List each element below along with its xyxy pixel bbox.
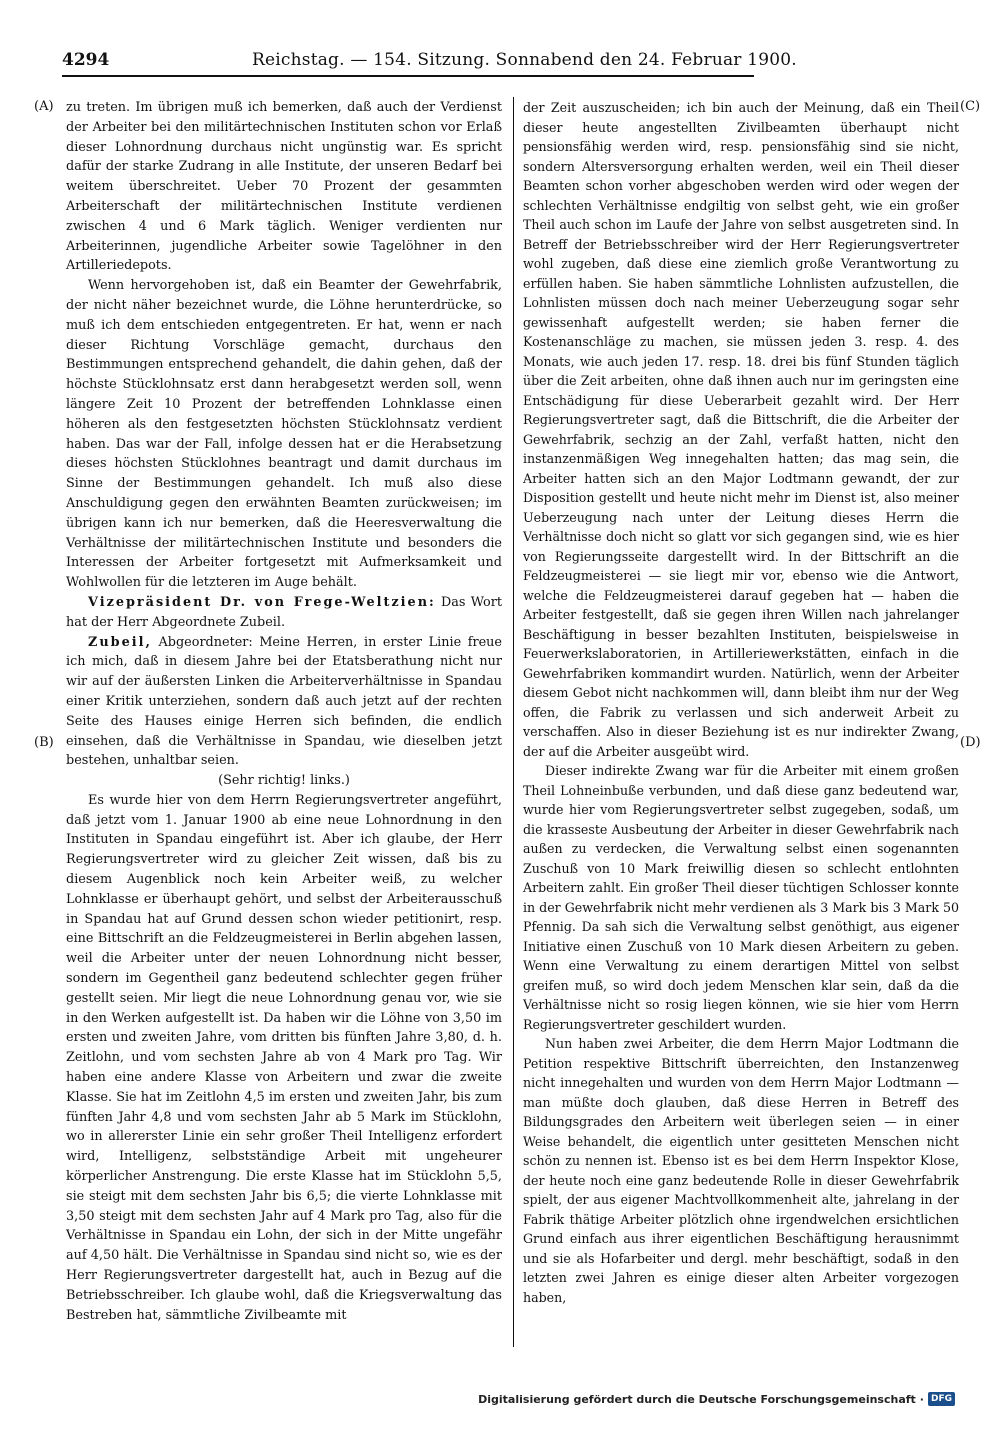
interjection: (Sehr richtig! links.) xyxy=(218,773,350,789)
left-column xyxy=(66,98,502,1325)
header-rule xyxy=(62,75,754,77)
footer-credit xyxy=(478,1392,955,1406)
margin-mark-d: (D) xyxy=(960,735,981,750)
speaker-name: Zubeil, xyxy=(88,634,152,650)
margin-mark-a: (A) xyxy=(34,99,54,114)
paragraph xyxy=(66,633,502,772)
footer-text: Digitalisierung gefördert durch die Deutsche Forschungsgemeinschaft xyxy=(478,1392,916,1406)
margin-mark-b: (B) xyxy=(34,735,54,750)
speaker-name: Vizepräsident Dr. von Frege-Weltzien: xyxy=(88,594,436,610)
paragraph: zu treten. Im übrigen muß ich bemerken, daß auch der Verdienst der Arbeiter bei den militärtechnischen Instituten schon vor Erlaß dieser Lohnordnung durchaus nicht ungünstig war. Es spricht dafür der starke Zudrang in alle Institute, der unseren Bedarf bei weitem überschreitet. Ueber 70 Prozent der gesammten Arbeiterschaft der militärtechnischen Institute verdienen zwischen 4 und 6 Mark täglich. Weniger verdienten nur Arbeiterinnen, jugendliche Arbeiter sowie Tagelöhner in den Artilleriedepots. xyxy=(66,100,502,274)
page-number: 4294 xyxy=(62,50,110,70)
running-head: Reichstag. — 154. Sitzung. Sonnabend den 24. Februar 1900. xyxy=(252,50,797,70)
paragraph: der Zeit auszuscheiden; ich bin auch der Meinung, daß ein Theil dieser heute angestellten Zivilbeamten überhaupt nicht pensionsfähig werden wird, resp. pensionsfähig sind sie nicht, sondern Altersversorgung erhalten werden, weil ein Theil dieser Beamten schon vorher abgeschoben werden wird oder wegen der schlechten Verhältnisse endgiltig von selbst geht, wie ein großer Theil auch schon im Laufe der Jahre von selbst ausgetreten sind. In Betreff der Betriebsschreiber wird der Herr Regierungsvertreter wohl zugeben, daß diese eine ziemlich große Verantwortung zu erfüllen haben. Sie haben sämmtliche Lohnlisten aufzustellen, die Lohnlisten müssen doch nach meiner Ueberzeugung sogar sehr gewissenhaft aufgestellt werden; sie haben ferner die Kostenanschläge zu machen, sie müssen jeden 3. resp. 4. des Monats, wie auch jeden 17. resp. 18. drei bis fünf Stunden täglich über die Zeit arbeiten, ohne daß ihnen auch nur im geringsten eine Entschädigung für diese Ueberarbeit gezahlt wird. Der Herr Regierungsvertreter sagt, daß die Bittschrift, die die Arbeiter der Gewehrfabrik, sechzig an der Zahl, verfaßt hatten, nicht den instanzenmäßigen Weg innegehalten hatten; das mag sein, die Arbeiter hatten sich an den Major Lodtmann gewandt, der zur Disposition gestellt und heute nicht mehr im Dienst ist, also meiner Ueberzeugung nach unter der Leitung dieses Herrn die Verhältnisse doch nicht so glatt vor sich gegangen sind, wie es hier von Regierungsseite dargestellt wird. In der Bittschrift an die Feldzeugmeisterei — sie liegt mir vor, ebenso wie die Antwort, welche die Feldzeugmeisterei darauf gegeben hat — haben die Arbeiter festgestellt, daß sie gegen ihren Willen nach jahrelanger Beschäftigung in besser bezahlten Instituten, beispielsweise in Feuerwerkslaboratorien, in Artilleriewerkstätten, einfach in die Gewehrfabriken kommandirt wurden. Natürlich, wenn der Arbeiter diesem Gebot nicht nachkommen will, dann bleibt ihm nur der Weg offen, die Fabrik zu verlassen und sich anderweit Arbeit zu verschaffen. Also in dieser Beziehung ist es nur indirekter Zwang, der auf die Arbeiter ausgeübt wird. xyxy=(523,100,959,759)
right-column xyxy=(523,98,959,1307)
paragraph xyxy=(66,593,502,633)
margin-mark-c: (C) xyxy=(960,99,981,114)
paragraph: Dieser indirekte Zwang war für die Arbeiter mit einem großen Theil Lohneinbuße verbunden, und daß diese ganz bedeutend war, wurde hier vom Regierungsvertreter selbst zugegeben, sodaß, um die krasseste Ausbeutung der Arbeiter in dieser Gewehrfabrik nach außen zu verdecken, die Verwaltung selbst einen sogenannten Zuschuß von 10 Mark freiwillig diesen so schlecht entlohnten Arbeitern zahlt. Ein großer Theil dieser tüchtigen Schlosser konnte in der Gewehrfabrik nicht mehr verdienen als 3 Mark bis 3 Mark 50 Pfennig. Da sah sich die Verwaltung selbst genöthigt, aus eigener Initiative einen Zuschuß von 10 Mark diesen Arbeitern zu geben. Wenn eine Verwaltung zu einem derartigen Mittel von selbst greifen muß, so wird doch jedem Menschen klar sein, daß da die Verhältnisse nicht so rosig liegen können, wie sie hier vom Herrn Regierungsvertreter geschildert wurden. xyxy=(523,763,959,1032)
column-divider xyxy=(513,97,514,1347)
dfg-logo-icon: DFG xyxy=(928,1392,955,1406)
footer-separator: · xyxy=(919,1392,924,1406)
page-header xyxy=(62,50,797,76)
paragraph: Nun haben zwei Arbeiter, die dem Herrn Major Lodtmann die Petition respektive Bittschrift überreichten, den Instanzenweg nicht innegehalten und wurden von dem Herrn Major Lodtmann — man müßte doch glauben, daß diese Herren in Betreff des Bildungsgrades den Arbeitern weit überlegen seien — in einer Weise behandelt, die eigentlich unter gesitteten Menschen nicht schön zu nennen ist. Ebenso ist es bei dem Herrn Inspektor Klose, der heute noch eine ganz bedeutende Rolle in dieser Gewehrfabrik spielt, der aus eigener Machtvollkommenheit alte, jahrelang in der Fabrik thätige Arbeiter plötzlich ohne irgendwelchen ersichtlichen Grund einfach aus ihrer eigentlichen Beschäftigung herausnimmt und sie als Hofarbeiter und dergl. mehr beschäftigt, sodaß in den letzten zwei Jahren es einige dieser alten Arbeiter vorgezogen haben, xyxy=(523,1036,959,1305)
speech-text: Abgeordneter: Meine Herren, in erster Linie freue ich mich, daß in diesem Jahre bei der Etatsberathung nicht nur wir auf der äußersten Linken die Arbeiterverhältnisse in Spandau einer Kritik unterziehen, sondern daß auch jetzt auf der rechten Seite des Hauses einige Herren sich befinden, die endlich einsehen, daß die Verhältnisse in Spandau, wie dieselben jetzt bestehen, unhaltbar seien. xyxy=(66,634,502,769)
speech-text: Das Wort hat der Herr Abgeordnete Zubeil. xyxy=(66,594,502,630)
paragraph: Es wurde hier von dem Herrn Regierungsvertreter angeführt, daß jetzt vom 1. Januar 1900 ab eine neue Lohnordnung in den Instituten in Spandau eingeführt ist. Aber ich glaube, der Herr Regierungsvertreter wird zu gleicher Zeit wissen, daß bis zu diesem Augenblick noch kein Arbeiter weiß, zu welcher Lohnklasse er überhaupt gehört, und selbst der Arbeiterausschuß in Spandau hat auf Grund dessen schon wieder petitionirt, resp. eine Bittschrift an die Feldzeugmeisterei in Berlin abgehen lassen, weil die Arbeiter unter der neuen Lohnordnung nicht besser, sondern im Gegentheil ganz bedeutend schlechter gegen früher gestellt seien. Mir liegt die neue Lohnordnung genau vor, wie sie in den Werken aufgestellt ist. Da haben wir die Löhne von 3,50 im ersten und zweiten Jahre, vom dritten bis fünften Jahre 3,80, d. h. Zeitlohn, und vom sechsten Jahre ab von 4 Mark pro Tag. Wir haben eine andere Klasse von Arbeitern und zwar die zweite Klasse. Sie hat im Zeitlohn 4,5 im ersten und zweiten Jahr, bis zum fünften Jahr 4,8 und vom sechsten Jahr ab 5 Mark im Stücklohn, wo in allererster Linie ein sehr großer Theil Intelligenz erfordert wird, Intelligenz, selbstständige Arbeit mit ungeheurer körperlicher Anstrengung. Die erste Klasse hat im Stücklohn 5,5, sie steigt mit dem sechsten Jahr bis 6,5; die vierte Lohnklasse mit 3,50 steigt mit dem sechsten Jahr auf 4 Mark pro Tag, also für die Verhältnisse in Spandau ein Lohn, der sich in der Mitte ungefähr auf 4,50 hält. Die Verhältnisse in Spandau sind nicht so, wie es der Herr Regierungsvertreter dargestellt hat, auch in Bezug auf die Betriebsschreiber. Ich glaube wohl, daß die Kriegsverwaltung das Bestreben hat, sämmtliche Zivilbeamte mit xyxy=(66,792,502,1323)
paragraph: Wenn hervorgehoben ist, daß ein Beamter der Gewehrfabrik, der nicht näher bezeichnet wurde, die Löhne herunterdrücke, so muß ich dem entschieden entgegentreten. Er hat, wenn er nach dieser Richtung Vorschläge gemacht, durchaus den Bestimmungen entsprechend gehandelt, die dahin gehen, daß der höchste Stücklohnsatz erst dann herabgesetzt werden soll, wenn längere Zeit 10 Prozent der betreffenden Lohnklasse einen höheren als den festgesetzten höchsten Stücklohnsatz verdient haben. Das war der Fall, infolge dessen hat er die Herabsetzung dieses höchsten Stücklohnes beantragt und damit durchaus im Sinne der Bestimmungen gehandelt. Ich muß also diese Anschuldigung gegen den erwähnten Beamten zurückweisen; im übrigen kann ich nur bemerken, daß die Heeresverwaltung die Verhältnisse der militärtechnischen Institute und besonders die Interessen der Arbeiter fortgesetzt mit Aufmerksamkeit und Wohlwollen für die letzteren im Auge behält. xyxy=(66,278,502,591)
